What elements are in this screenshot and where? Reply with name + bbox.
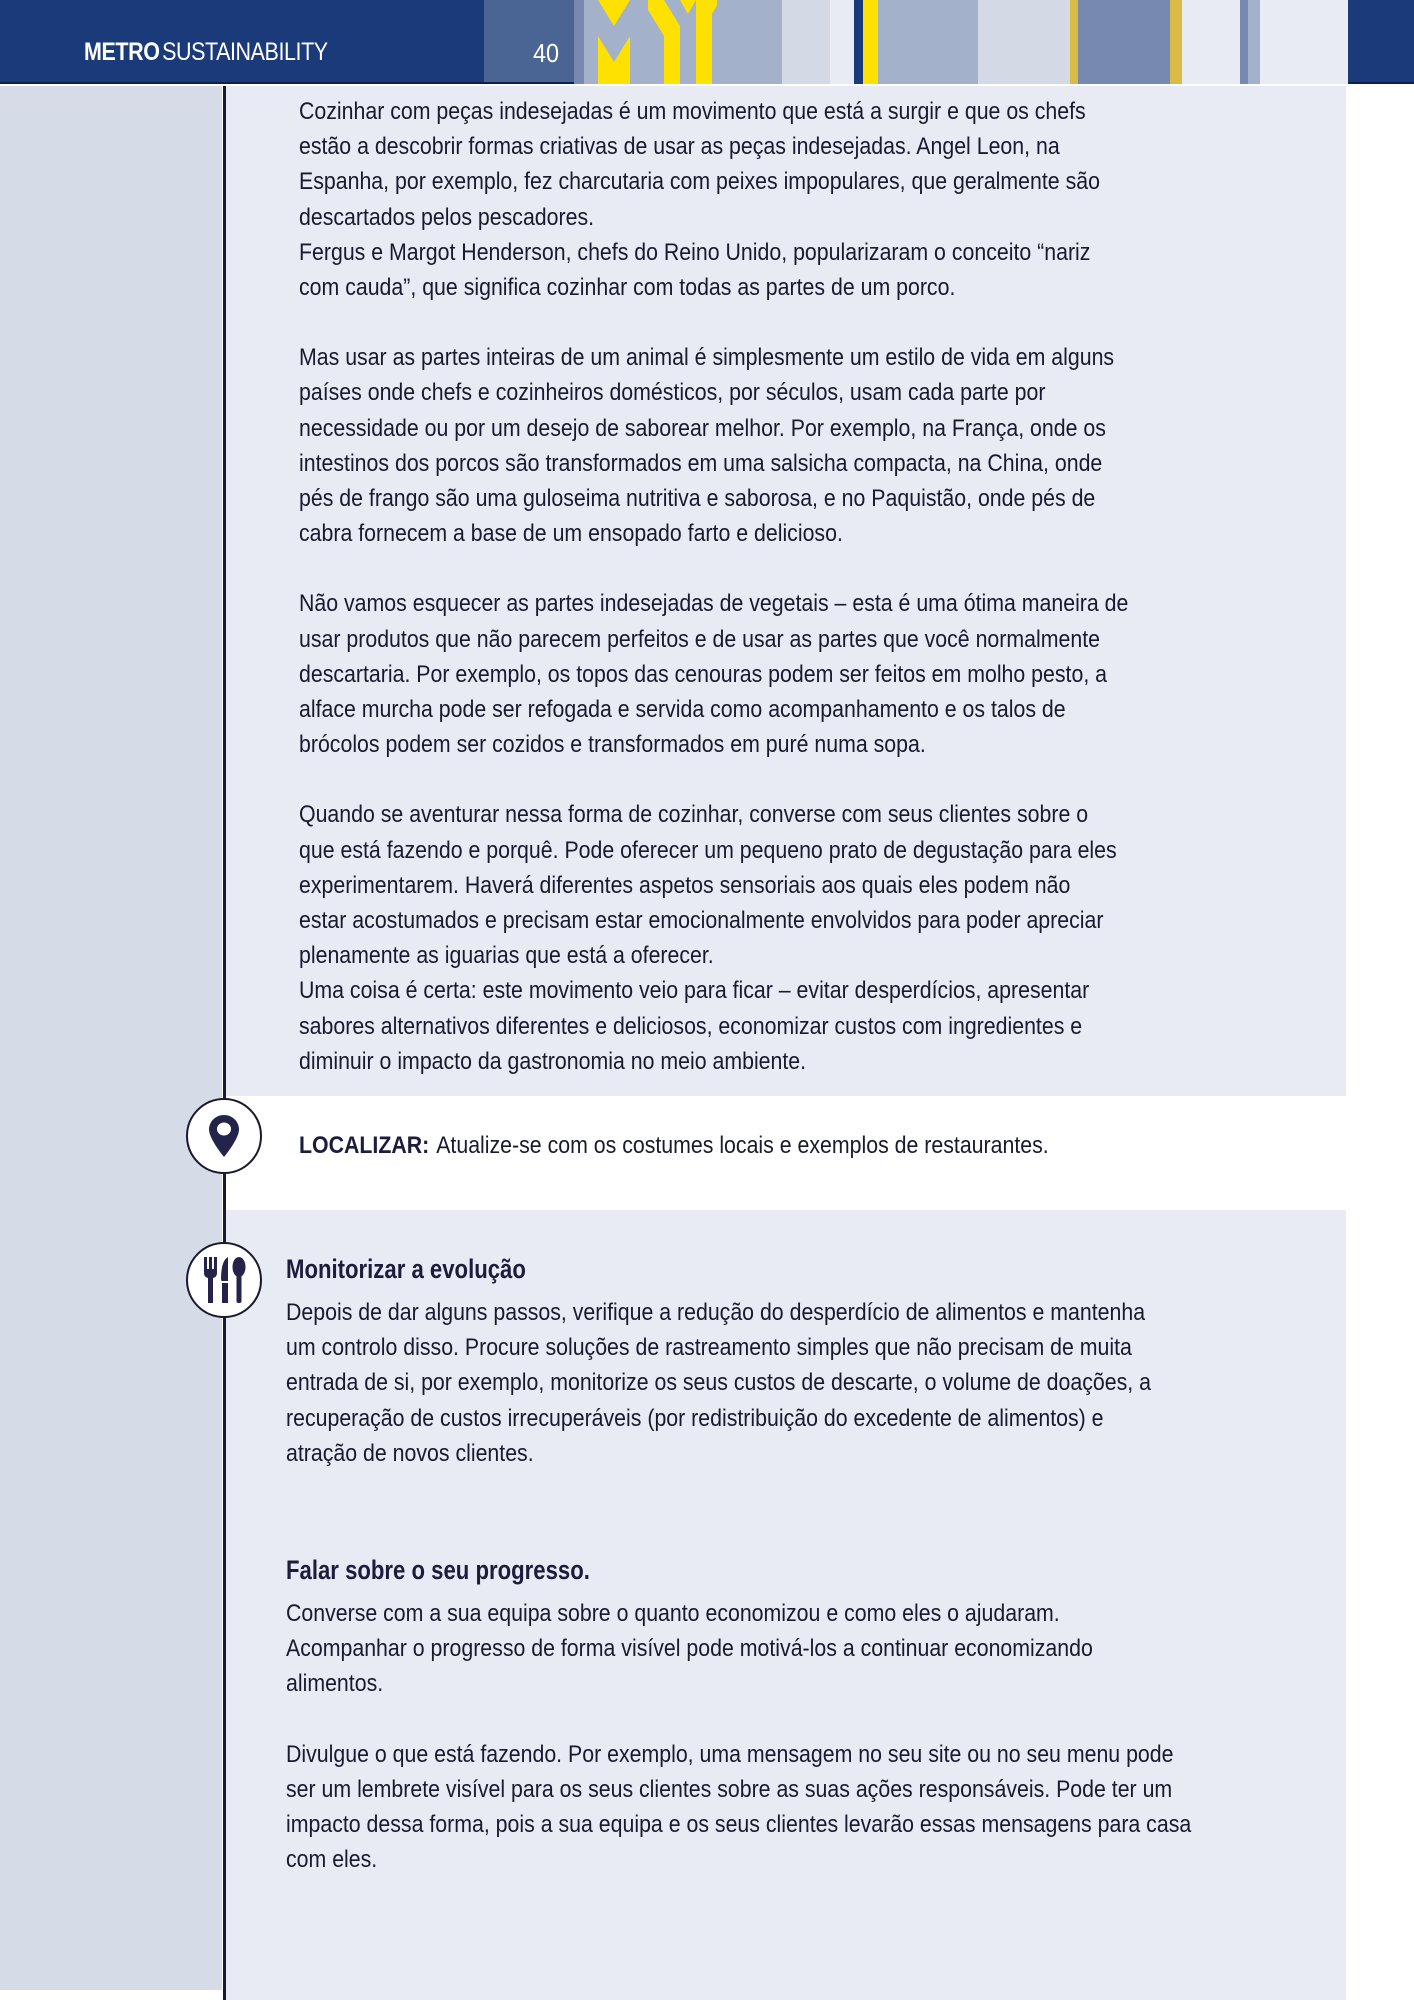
paragraph-line: Não vamos esquecer as partes indesejadas de vegetais – esta é uma ótima maneira de bbox=[299, 590, 1129, 618]
paragraph-line: Depois de dar alguns passos, verifique a redução do desperdício de alimentos e mantenha bbox=[286, 1299, 1146, 1326]
left-sidebar bbox=[0, 86, 222, 1990]
paragraph-line: Fergus e Margot Henderson, chefs do Reino Unido, popularizaram o conceito “nariz bbox=[299, 238, 1091, 266]
header-stripe bbox=[978, 0, 1070, 84]
progress-body bbox=[286, 1596, 1191, 1877]
paragraph-line: Uma coisa é certa: este movimento veio para ficar – evitar desperdícios, apresentar bbox=[299, 977, 1090, 1005]
paragraph-line: impacto dessa forma, pois a sua equipa e os seus clientes levarão essas mensagens para casa bbox=[286, 1811, 1192, 1839]
paragraph-line: usar produtos que não parecem perfeitos e de usar as partes que você normalmente bbox=[299, 625, 1100, 653]
paragraph-line: ser um lembrete visível para os seus clientes sobre as suas ações responsáveis. Pode ter um bbox=[286, 1775, 1173, 1803]
brand-bold: METRO bbox=[84, 38, 160, 66]
timeline-line bbox=[223, 86, 226, 2000]
header-stripe bbox=[1078, 0, 1170, 84]
paragraph-line: entrada de si, por exemplo, monitorize os seus custos de descarte, o volume de doações, a bbox=[286, 1369, 1151, 1397]
header-stripe bbox=[1170, 0, 1182, 84]
paragraph-line: necessidade ou por um desejo de saborear melhor. Por exemplo, na França, onde os bbox=[299, 414, 1106, 442]
page-header bbox=[0, 0, 1414, 84]
header-stripe bbox=[1240, 0, 1248, 84]
paragraph-line: cabra fornecem a base de um ensopado farto e delicioso. bbox=[299, 520, 843, 548]
monitor-body bbox=[286, 1295, 1151, 1471]
paragraph-line: recuperação de custos irrecuperáveis (por redistribuição do excedente de alimentos) e bbox=[286, 1404, 1104, 1432]
paragraph-line: Converse com a sua equipa sobre o quanto economizou e como eles o ajudaram. bbox=[286, 1600, 1060, 1627]
paragraph-line: descartados pelos pescadores. bbox=[299, 203, 595, 231]
location-pin-icon-circle bbox=[186, 1098, 262, 1174]
progress-heading: Falar sobre o seu progresso. bbox=[286, 1555, 590, 1585]
location-pin-icon bbox=[209, 1115, 239, 1157]
paragraph-line: estão a descobrir formas criativas de usar as peças indesejadas. Angel Leon, na bbox=[299, 133, 1060, 161]
paragraph-line: que está fazendo e porquê. Pode oferecer um pequeno prato de degustação para eles bbox=[299, 836, 1117, 864]
paragraph-line: com eles. bbox=[286, 1846, 378, 1874]
header-stripe bbox=[863, 0, 878, 84]
paragraph-line: Mas usar as partes inteiras de um animal é simplesmente um estilo de vida em alguns bbox=[299, 344, 1115, 372]
header-stripe bbox=[1070, 0, 1078, 84]
monitor-heading: Monitorizar a evolução bbox=[286, 1254, 526, 1284]
paragraph-line: estar acostumados e precisam estar emocionalmente envolvidos para poder apreciar bbox=[299, 907, 1104, 935]
paragraph-line: um controlo disso. Procure soluções de rastreamento simples que não precisam de muita bbox=[286, 1334, 1132, 1362]
cutlery-icon bbox=[202, 1257, 246, 1303]
page-number: 40 bbox=[533, 38, 560, 68]
localizar-text bbox=[299, 1132, 1049, 1160]
paragraph-line: países onde chefs e cozinheiros domésticos, por séculos, usam cada parte por bbox=[299, 379, 1046, 407]
header-stripe bbox=[878, 0, 978, 84]
paragraph-line: Divulgue o que está fazendo. Por exemplo, uma mensagem no seu site ou no seu menu pode bbox=[286, 1740, 1174, 1768]
paragraph-line: Acompanhar o progresso de forma visível pode motivá-los a continuar economizando bbox=[286, 1635, 1093, 1663]
paragraph-line: Cozinhar com peças indesejadas é um movimento que está a surgir e que os chefs bbox=[299, 98, 1086, 125]
paragraph-line: diminuir o impacto da gastronomia no meio ambiente. bbox=[299, 1047, 807, 1075]
paragraph-line: Espanha, por exemplo, fez charcutaria com peixes impopulares, que geralmente são bbox=[299, 168, 1100, 196]
paragraph-line: atração de novos clientes. bbox=[286, 1439, 534, 1467]
header-stripe bbox=[854, 0, 863, 84]
paragraph-line: brócolos podem ser cozidos e transformados em puré numa sopa. bbox=[299, 731, 926, 759]
article-body bbox=[299, 94, 1128, 1079]
header-stripe bbox=[1348, 0, 1414, 84]
paragraph-line: descartaria. Por exemplo, os topos das cenouras podem ser feitos em molho pesto, a bbox=[299, 660, 1108, 688]
localizar-description: Atualize-se com os costumes locais e exemplos de restaurantes. bbox=[436, 1132, 1049, 1159]
header-stripe bbox=[782, 0, 830, 84]
paragraph-line: sabores alternativos diferentes e deliciosos, economizar custos com ingredientes e bbox=[299, 1012, 1083, 1040]
cutlery-icon-circle bbox=[186, 1242, 262, 1318]
localizar-label: LOCALIZAR: bbox=[299, 1132, 430, 1159]
paragraph-line: experimentarem. Haverá diferentes aspetos sensoriais aos quais eles podem não bbox=[299, 871, 1071, 899]
paragraph-line: alface murcha pode ser refogada e servida como acompanhamento e os talos de bbox=[299, 696, 1066, 724]
paragraph-line: com cauda”, que significa cozinhar com todas as partes de um porco. bbox=[299, 274, 956, 302]
header-stripe bbox=[1248, 0, 1260, 84]
paragraph-line: plenamente as iguarias que está a oferecer. bbox=[299, 942, 714, 970]
header-stripe bbox=[717, 0, 782, 84]
brand-light: SUSTAINABILITY bbox=[162, 38, 328, 66]
paragraph-line: alimentos. bbox=[286, 1670, 384, 1698]
paragraph-line: intestinos dos porcos são transformados em uma salsicha compacta, na China, onde bbox=[299, 449, 1103, 477]
brand-title bbox=[84, 38, 328, 67]
paragraph-line: pés de frango são uma guloseima nutritiva e saborosa, e no Paquistão, onde pés de bbox=[299, 485, 1096, 513]
paragraph-line: Quando se aventurar nessa forma de cozinhar, converse com seus clientes sobre o bbox=[299, 801, 1089, 829]
